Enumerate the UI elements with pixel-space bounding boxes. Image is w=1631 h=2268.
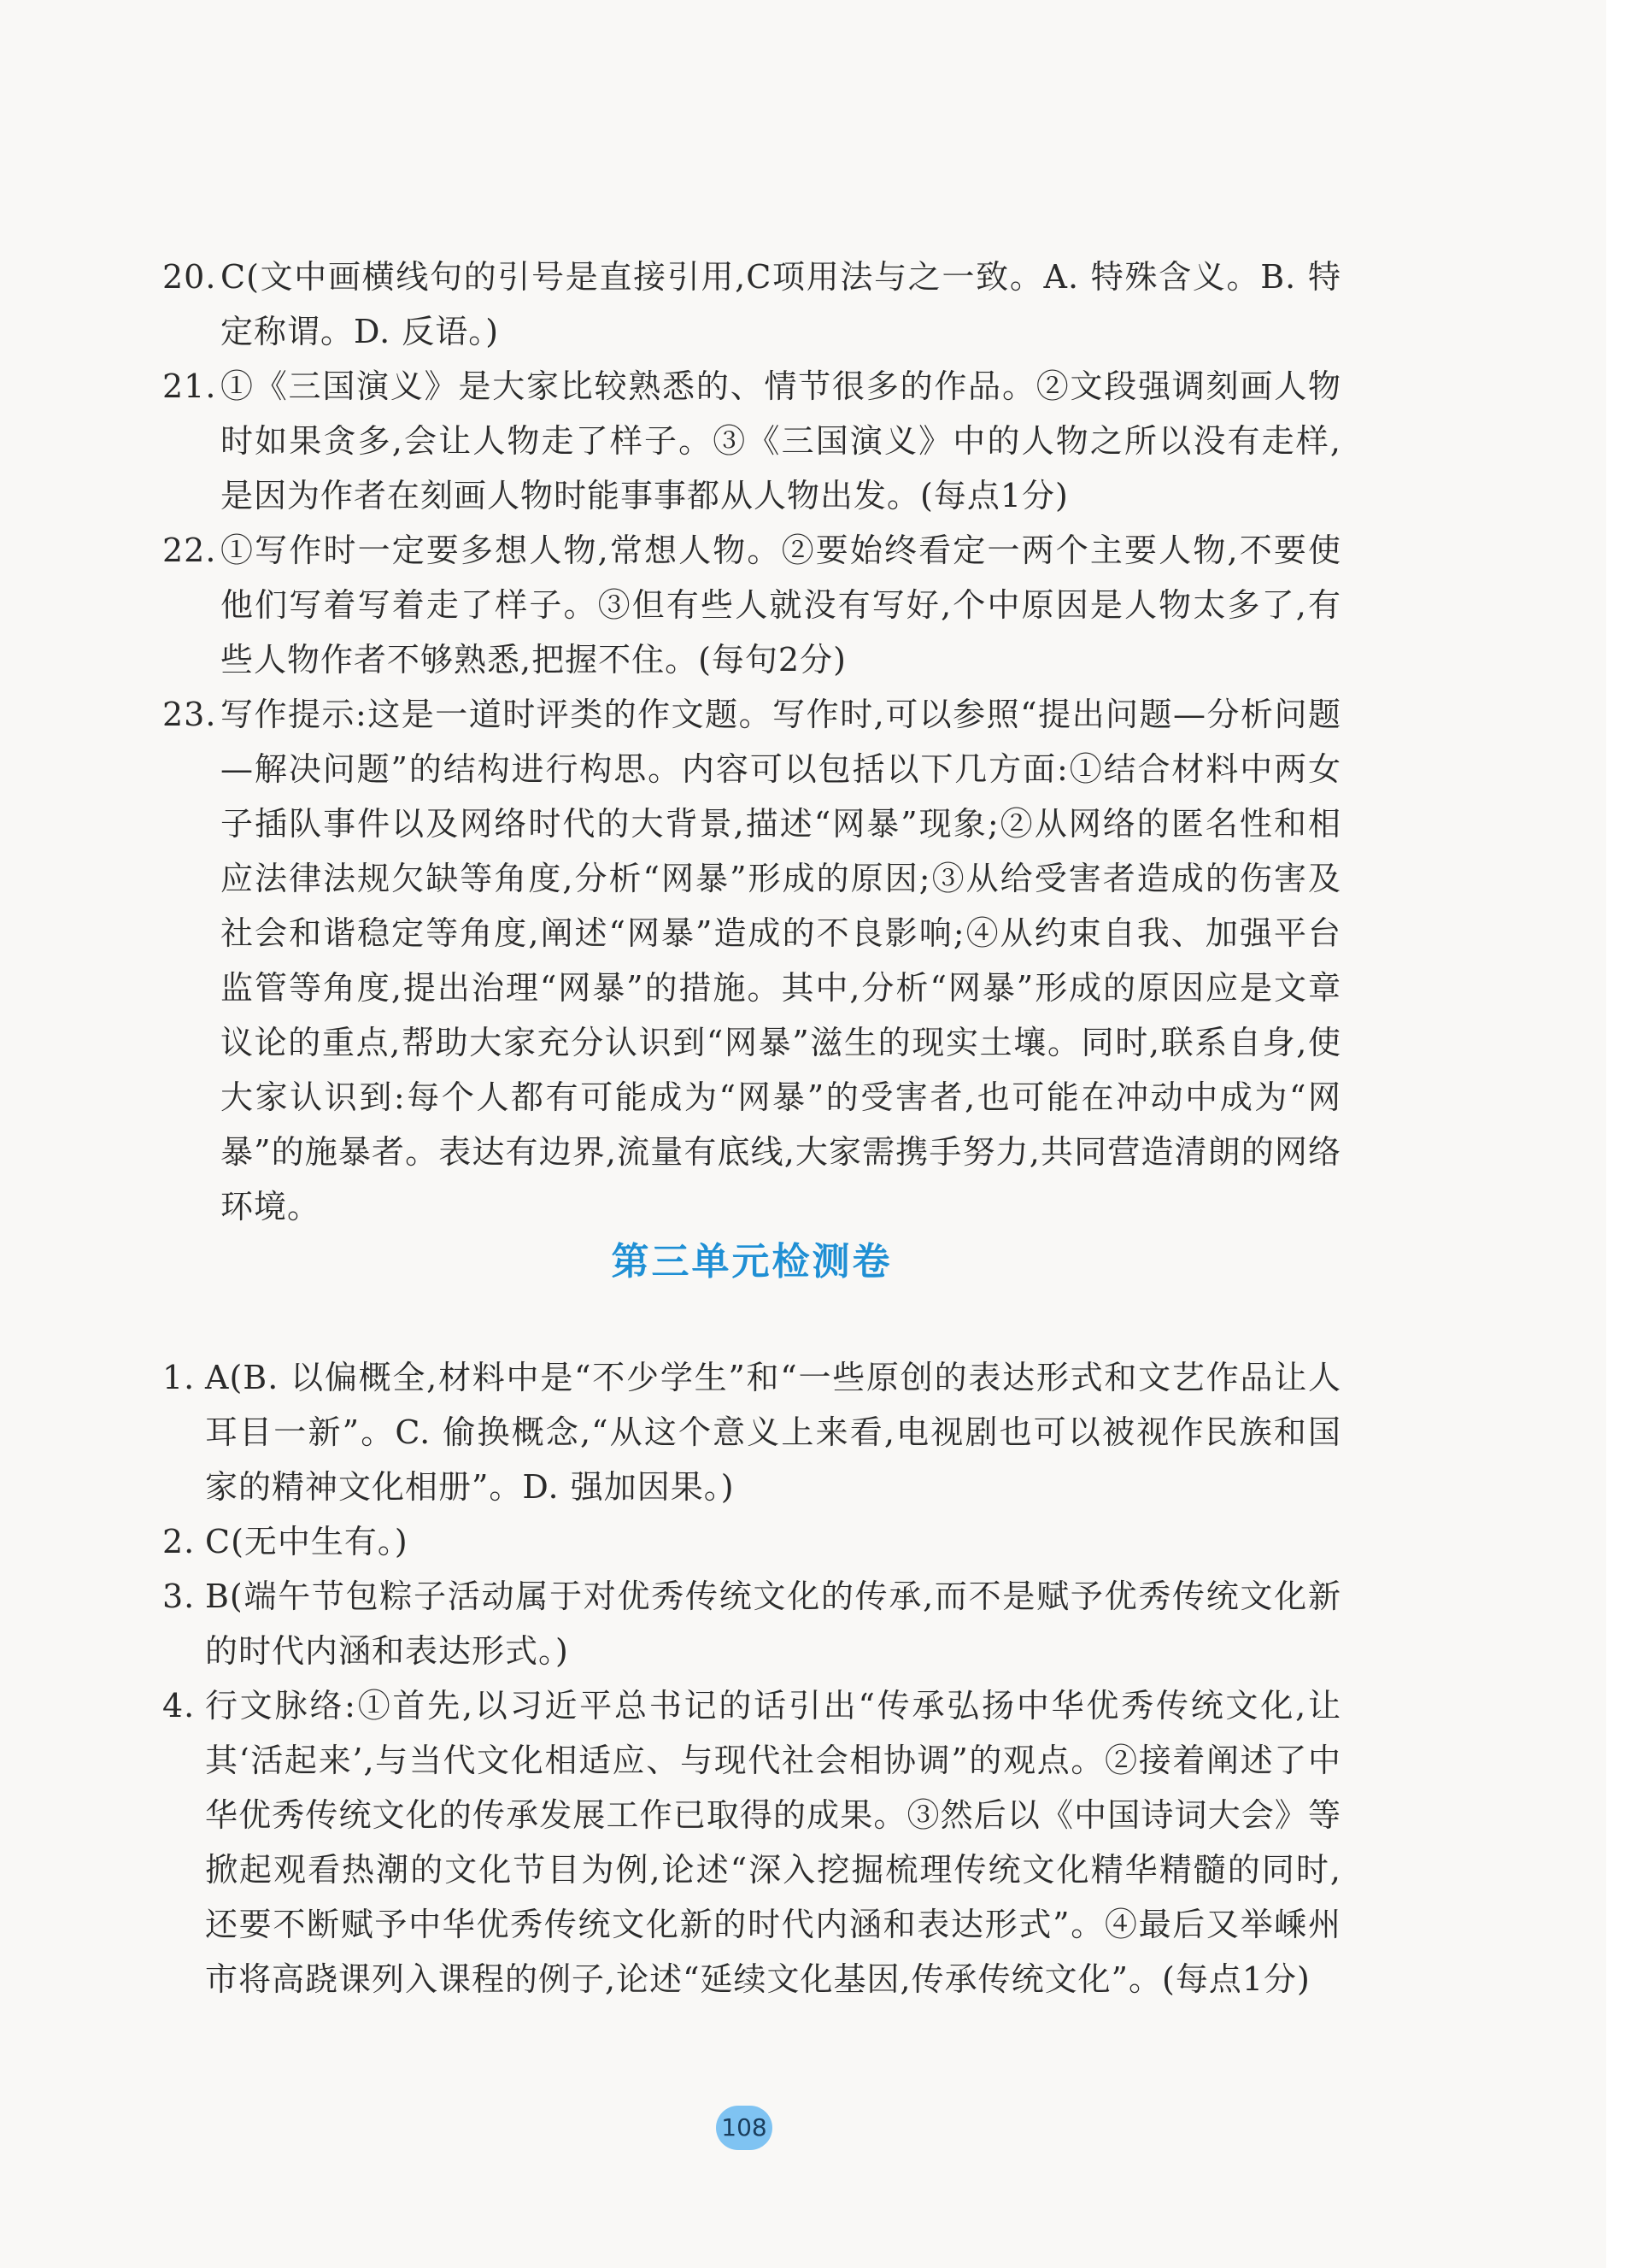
answer-number: 4. bbox=[162, 1687, 196, 1725]
answer-text: B(端午节包粽子活动属于对优秀传统文化的传承,而不是赋予优秀传统文化新的时代内涵和表达形式。) bbox=[205, 1578, 1341, 1670]
answer-23 bbox=[162, 687, 1341, 1234]
answer-1 bbox=[162, 1350, 1341, 1514]
answer-number: 21. bbox=[162, 367, 217, 405]
answer-number: 2. bbox=[162, 1523, 196, 1560]
answer-2 bbox=[162, 1514, 1341, 1569]
answer-text: C(无中生有。) bbox=[205, 1523, 408, 1560]
page-number: 108 bbox=[716, 2106, 772, 2150]
answer-22 bbox=[162, 523, 1341, 687]
answer-4 bbox=[162, 1678, 1341, 2007]
answer-number: 20. bbox=[162, 258, 217, 296]
section-title: 第三单元检测卷 bbox=[611, 1240, 893, 1284]
answer-number: 3. bbox=[162, 1578, 196, 1615]
answer-3 bbox=[162, 1569, 1341, 1678]
answer-21 bbox=[162, 359, 1341, 523]
answer-text: ①写作时一定要多想人物,常想人物。②要始终看定一两个主要人物,不要使他们写着写着走了样子。③但有些人就没有写好,个中原因是人物太多了,有些人物作者不够熟悉,把握不住。(每句2分) bbox=[220, 532, 1341, 679]
answer-text: ①《三国演义》是大家比较熟悉的、情节很多的作品。②文段强调刻画人物时如果贪多,会让人物走了样子。③《三国演义》中的人物之所以没有走样,是因为作者在刻画人物时能事事都从人物出发。(每点1分) bbox=[220, 367, 1341, 514]
answer-text: C(文中画横线句的引号是直接引用,C项用法与之一致。A. 特殊含义。B. 特定称谓。D. 反语。) bbox=[220, 258, 1341, 350]
answer-text: 写作提示:这是一道时评类的作文题。写作时,可以参照“提出问题—分析问题—解决问题”的结构进行构思。内容可以包括以下几方面:①结合材料中两女子插队事件以及网络时代的大背景,描述“网暴”现象;②从网络的匿名性和相应法律法规欠缺等角度,分析“网暴”形成的原因;③从给受害者造成的伤害及社会和谐稳定等角度,阐述“网暴”造成的不良影响;④从约束自我、加强平台监管等角度,提出治理“网暴”的措施。其中,分析“网暴”形成的原因应是文章议论的重点,帮助大家充分认识到“网暴”滋生的现实土壤。同时,联系自身,使大家认识到:每个人都有可能成为“网暴”的受害者,也可能在冲动中成为“网暴”的施暴者。表达有边界,流量有底线,大家需携手努力,共同营造清朗的网络环境。 bbox=[220, 696, 1341, 1225]
answer-text: 行文脉络:①首先,以习近平总书记的话引出“传承弘扬中华优秀传统文化,让其‘活起来’,与当代文化相适应、与现代社会相协调”的观点。②接着阐述了中华优秀传统文化的传承发展工作已取得的成果。③然后以《中国诗词大会》等掀起观看热潮的文化节目为例,论述“深入挖掘梳理传统文化精华精髓的同时,还要不断赋予中华优秀传统文化新的时代内涵和表达形式”。④最后又举嵊州市将高跷课列入课程的例子,论述“延续文化基因,传承传统文化”。(每点1分) bbox=[205, 1687, 1341, 1998]
answer-number: 22. bbox=[162, 532, 217, 569]
answer-text: A(B. 以偏概全,材料中是“不少学生”和“一些原创的表达形式和文艺作品让人耳目一新”。C. 偷换概念,“从这个意义上来看,电视剧也可以被视作民族和国家的精神文化相册”。D. 强加因果。) bbox=[205, 1359, 1341, 1506]
answer-number: 23. bbox=[162, 696, 217, 733]
answer-20 bbox=[162, 250, 1341, 359]
answer-number: 1. bbox=[162, 1359, 196, 1396]
